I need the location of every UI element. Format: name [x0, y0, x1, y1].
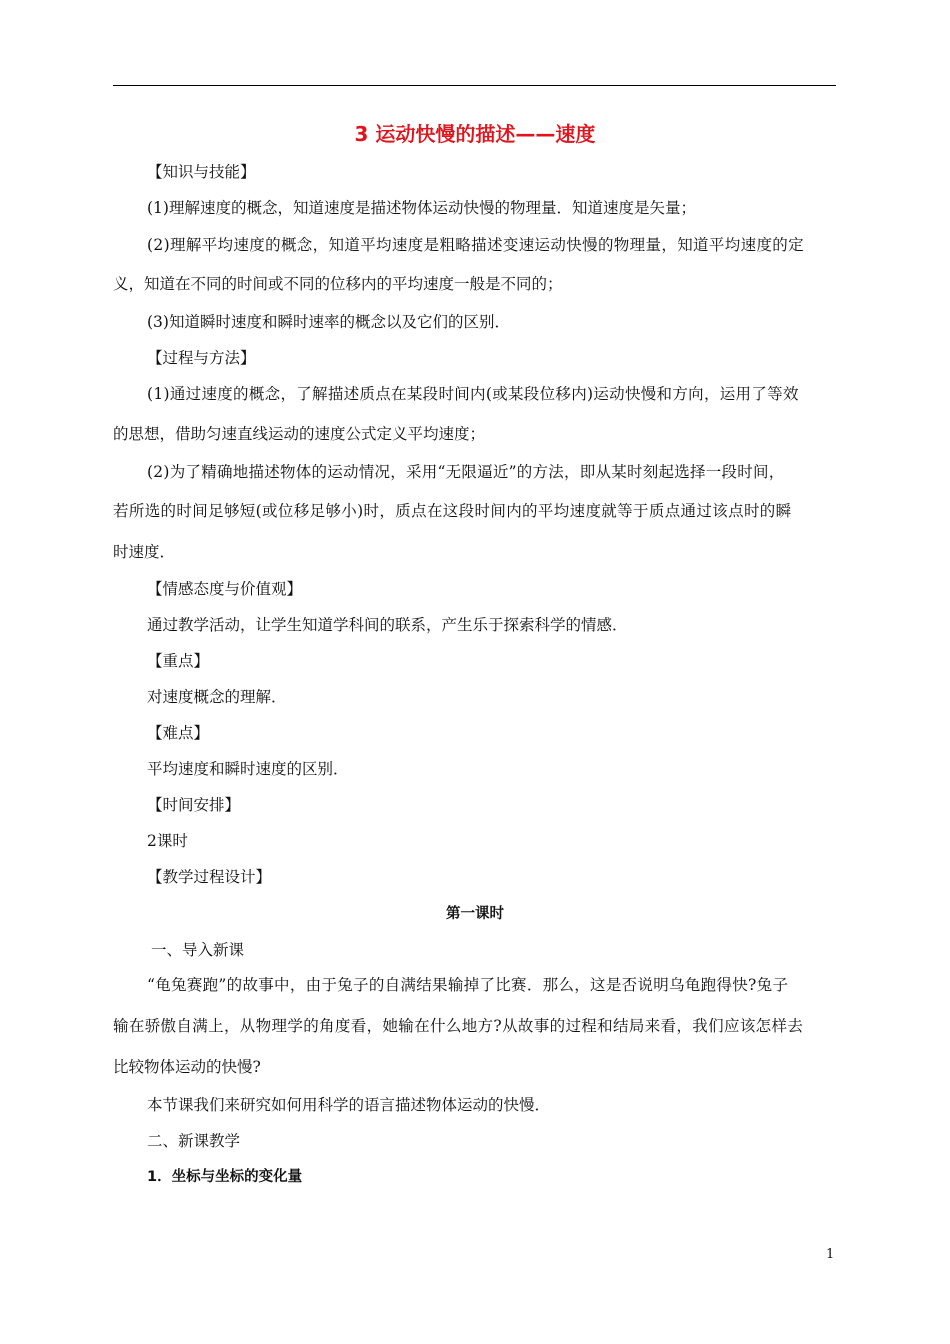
paragraph-line: (2)理解平均速度的概念，知道平均速度是粗略描述变速运动快慢的物理量，知道平均速度的定: [147, 236, 805, 254]
paragraph-line: (2)为了精确地描述物体的运动情况，采用“无限逼近”的方法，即从某时刻起选择一段时间，: [147, 463, 785, 481]
paragraph-line: 对速度概念的理解．: [147, 688, 287, 706]
header-rule: [113, 85, 836, 86]
paragraph-line: 2课时: [147, 832, 188, 850]
section-heading-process: 【过程与方法】: [147, 349, 256, 367]
page-number: 1: [826, 1247, 835, 1262]
paragraph-line: 输在骄傲自满上，从物理学的角度看，她输在什么地方?从故事的过程和结局来看，我们应该怎样去: [113, 1017, 804, 1035]
paragraph-line: 平均速度和瞬时速度的区别．: [147, 760, 349, 778]
section-heading-design: 【教学过程设计】: [147, 868, 272, 886]
section-heading-attitude: 【情感态度与价值观】: [147, 580, 303, 598]
paragraph-line: 若所选的时间足够短(或位移足够小)时，质点在这段时间内的平均速度就等于质点通过该点时的瞬: [113, 502, 792, 520]
section-heading-key-point: 【重点】: [147, 652, 210, 670]
section-heading-schedule: 【时间安排】: [147, 796, 241, 814]
paragraph-line: 通过教学活动，让学生知道学科间的联系，产生乐于探索科学的情感．: [147, 616, 628, 634]
paragraph-line: 义，知道在不同的时间或不同的位移内的平均速度一般是不同的；: [113, 275, 563, 293]
paragraph-line: 本节课我们来研究如何用科学的语言描述物体运动的快慢．: [147, 1096, 551, 1114]
paragraph-line: (1)理解速度的概念，知道速度是描述物体运动快慢的物理量．知道速度是矢量；: [147, 199, 696, 217]
paragraph-line: 时速度．: [113, 543, 176, 561]
page-title: 3 运动快慢的描述——速度: [354, 122, 596, 146]
paragraph-line: 的思想，借助匀速直线运动的速度公式定义平均速度；: [113, 425, 486, 443]
paragraph-line: “龟兔赛跑”的故事中，由于兔子的自满结果输掉了比赛．那么，这是否说明乌龟跑得快?兔子: [147, 976, 789, 994]
section-heading-difficulty: 【难点】: [147, 724, 210, 742]
subsection-heading-bold: 1．坐标与坐标的变化量: [147, 1169, 303, 1185]
paragraph-line: 比较物体运动的快慢?: [113, 1058, 261, 1076]
subsection-heading: 一、导入新课: [151, 941, 245, 959]
section-heading-knowledge: 【知识与技能】: [147, 163, 256, 181]
lesson-heading: 第一课时: [446, 906, 504, 922]
paragraph-line: (3)知道瞬时速度和瞬时速率的概念以及它们的区别．: [147, 313, 510, 331]
subsection-heading: 二、新课教学: [147, 1132, 241, 1150]
paragraph-line: (1)通过速度的概念，了解描述质点在某段时间内(或某段位移内)运动快慢和方向，运用了等效: [147, 385, 799, 403]
